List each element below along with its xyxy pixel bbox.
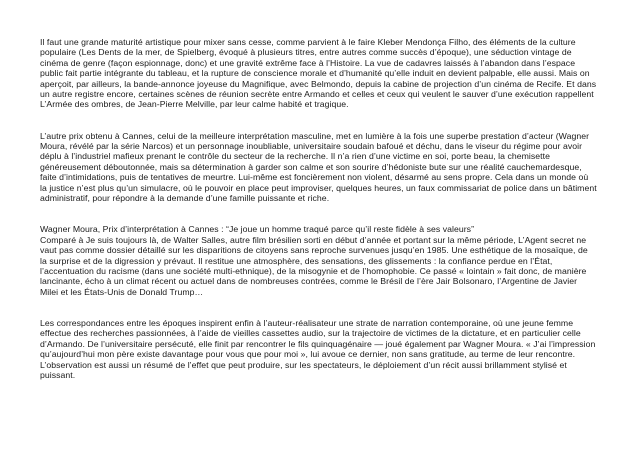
- article-paragraph-3: Comparé à Je suis toujours là, de Walter Salles, autre film brésilien sorti en début d’année et portant sur la même période, L’Agent secret ne vaut pas comme dossier détaillé sur les disparitions de citoyens sans reproche survenues jusqu’en 1985. Une esthétique de la mosaïque, de la surprise et de la digression y prévaut. Il restitue une atmosphère, des sensations, des glissements : la confiance perdue en l’État, l’accentuation du racisme (dans une société multi-ethnique), de la misogynie et de l’homophobie. Ce passé « lointain » fait donc, de manière lancinante, écho à un climat récent ou actuel dans de nombreuses contrées, comme le Brésil de l’ère Jair Bolsonaro, l’Argentine de Javier Milei et les États-Unis de Donald Trump…: [40, 234, 588, 297]
- article-paragraph-2: L’autre prix obtenu à Cannes, celui de la meilleure interprétation masculine, met en lumière à la fois une superbe prestation d’acteur (Wagner Moura, révélé par la série Narcos) et un personnage inoubliable, universitaire soudain bafoué et déchu, dans le viseur du régime pour avoir déplu à l’industriel mafieux prenant le contrôle du secteur de la recherche. Il n’a rien d’une victime en soi, porte beau, la chemisette généreusement déboutonnée, mais sa détermination à garder son calme et son sourire d’hédoniste bute sur une réalité cauchemardesque, faite d’intimidations, puis de tentatives de meurtre. Lui-même est foncièrement non violent, désarmé au sens propre. Cela dans un monde où la justice n’est plus qu’un simulacre, où le pouvoir en place peut improviser, quelques heures, un faux commissariat de police dans un bâtiment administratif, pour répondre à la demande d’une famille puissante et riche.: [40, 130, 597, 204]
- pull-quote-line: Wagner Moura, Prix d’interprétation à Cannes : “Je joue un homme traqué parce qu’il reste fidèle à ses valeurs”: [40, 224, 475, 235]
- article-paragraph-4: Les correspondances entre les époques inspirent enfin à l’auteur-réalisateur une strate de narration contemporaine, où une jeune femme effectue des recherches passionnées, à l’aide de vieilles cassettes audio, sur la trajectoire de victimes de la dictature, et en particulier celle d’Armando. De l’universitaire persécuté, elle finit par rencontrer le fils quinquagénaire — joué également par Wagner Moura. « J’ai l’impression qu’aujourd’hui mon père existe davantage pour vous que pour moi », lui avoue ce dernier, non sans gratitude, au terme de leur rencontre. L’observation est aussi un résumé de l’effet que peut produire, sur les spectateurs, le déploiement d’un récit aussi brillamment stylisé et puissant.: [40, 317, 596, 380]
- article-page: [40, 37, 597, 401]
- article-paragraph-1: Il faut une grande maturité artistique pour mixer sans cesse, comme parvient à le faire Kleber Mendonça Filho, des éléments de la culture populaire (Les Dents de la mer, de Spielberg, évoqué à plusieurs titres, entre autres comme succès d’époque), une séduction vintage de cinéma de genre (façon espionnage, donc) et une gravité extrême face à l’Histoire. La vue de cadavres laissés à l’abandon dans l’espace public fait partie intégrante du tableau, et la rupture de conscience morale et d’humanité qu’elle induit en devient palpable, elle aussi. Mais on aperçoit, par ailleurs, la bande-annonce joyeuse du Magnifique, avec Belmondo, depuis la cabine de projection d’un cinéma de Recife. Et dans un autre registre encore, certaines scènes de réunion secrète entre Armando et celles et ceux qui veulent le sauver d’une exécution rappellent L’Armée des ombres, de Jean-Pierre Melville, par leur calme habité et tragique.: [40, 37, 597, 110]
